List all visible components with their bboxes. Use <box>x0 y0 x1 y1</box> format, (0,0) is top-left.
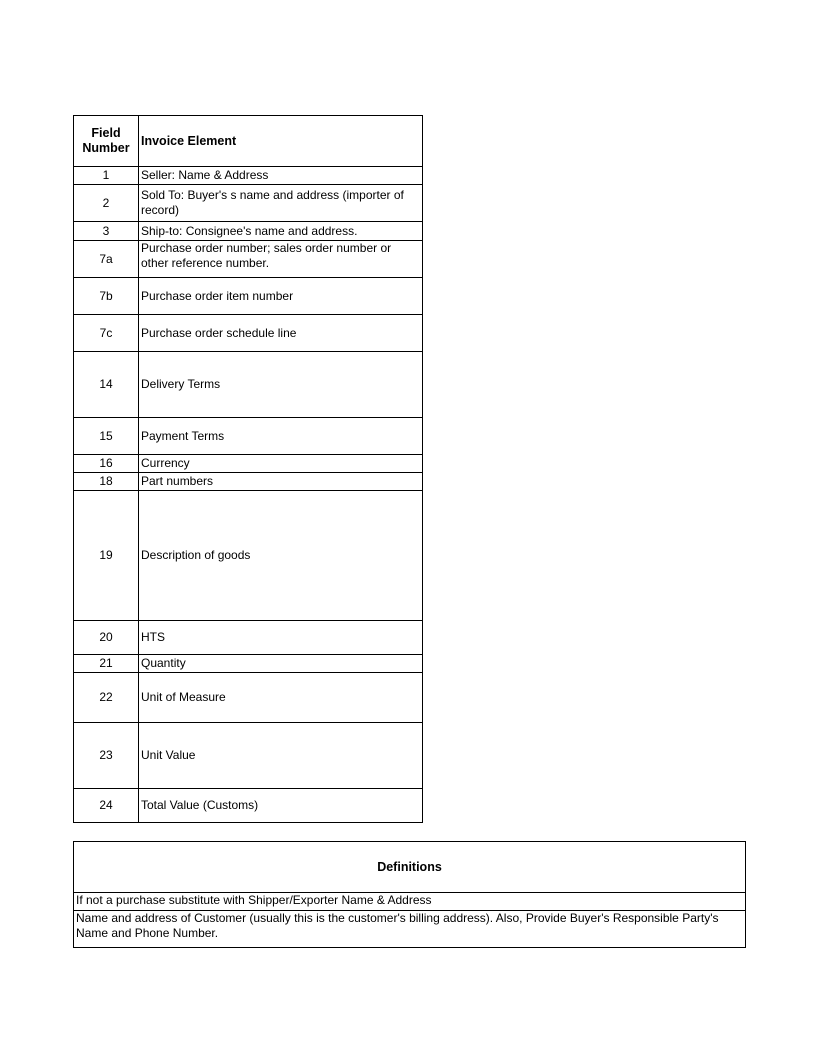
definitions-table <box>73 841 746 948</box>
field-number-cell: 19 <box>74 491 139 621</box>
invoice-element-cell: Purchase order number; sales order number or other reference number. <box>139 241 423 278</box>
definitions-header-row <box>74 842 746 893</box>
table-row <box>74 241 423 278</box>
invoice-element-cell: Ship-to: Consignee's name and address. <box>139 222 423 241</box>
table-header-row <box>74 116 423 167</box>
invoice-element-cell: HTS <box>139 621 423 655</box>
table-row <box>74 278 423 315</box>
definitions-header: Definitions <box>74 842 746 893</box>
field-number-cell: 18 <box>74 473 139 491</box>
field-number-cell: 16 <box>74 455 139 473</box>
field-number-cell: 15 <box>74 418 139 455</box>
field-number-cell: 24 <box>74 789 139 823</box>
field-number-cell: 2 <box>74 185 139 222</box>
field-number-cell: 23 <box>74 723 139 789</box>
invoice-element-cell: Currency <box>139 455 423 473</box>
field-number-cell: 22 <box>74 673 139 723</box>
field-number-cell: 21 <box>74 655 139 673</box>
table-row <box>74 455 423 473</box>
invoice-element-cell: Delivery Terms <box>139 352 423 418</box>
table-row <box>74 222 423 241</box>
field-number-cell: 7b <box>74 278 139 315</box>
field-number-header <box>74 116 139 167</box>
invoice-element-cell: Total Value (Customs) <box>139 789 423 823</box>
table-row <box>74 315 423 352</box>
table-row <box>74 723 423 789</box>
field-number-header-text: Field Number <box>82 126 130 155</box>
invoice-element-cell: Description of goods <box>139 491 423 621</box>
invoice-element-cell: Part numbers <box>139 473 423 491</box>
table-row <box>74 673 423 723</box>
field-number-cell: 1 <box>74 167 139 185</box>
invoice-element-cell: Purchase order schedule line <box>139 315 423 352</box>
table-row <box>74 352 423 418</box>
invoice-element-cell: Unit of Measure <box>139 673 423 723</box>
definition-row <box>74 911 746 948</box>
definition-cell: Name and address of Customer (usually this is the customer's billing address). Also, Provide Buyer's Responsible Party's Name and Phone Number. <box>74 911 746 948</box>
table-row <box>74 621 423 655</box>
field-number-cell: 3 <box>74 222 139 241</box>
table-row <box>74 167 423 185</box>
field-number-cell: 20 <box>74 621 139 655</box>
invoice-element-cell: Quantity <box>139 655 423 673</box>
table-row <box>74 655 423 673</box>
invoice-element-cell: Seller: Name & Address <box>139 167 423 185</box>
field-number-cell: 14 <box>74 352 139 418</box>
table-row <box>74 418 423 455</box>
table-row <box>74 185 423 222</box>
table-row <box>74 789 423 823</box>
invoice-element-cell: Sold To: Buyer's s name and address (importer of record) <box>139 185 423 222</box>
invoice-element-cell: Purchase order item number <box>139 278 423 315</box>
table-row <box>74 473 423 491</box>
invoice-fields-table <box>73 115 423 823</box>
invoice-element-cell: Payment Terms <box>139 418 423 455</box>
field-number-cell: 7a <box>74 241 139 278</box>
table-row <box>74 491 423 621</box>
invoice-element-cell: Unit Value <box>139 723 423 789</box>
definition-row <box>74 893 746 911</box>
field-number-cell: 7c <box>74 315 139 352</box>
definition-cell: If not a purchase substitute with Shipper/Exporter Name & Address <box>74 893 746 911</box>
invoice-element-header: Invoice Element <box>139 116 423 167</box>
